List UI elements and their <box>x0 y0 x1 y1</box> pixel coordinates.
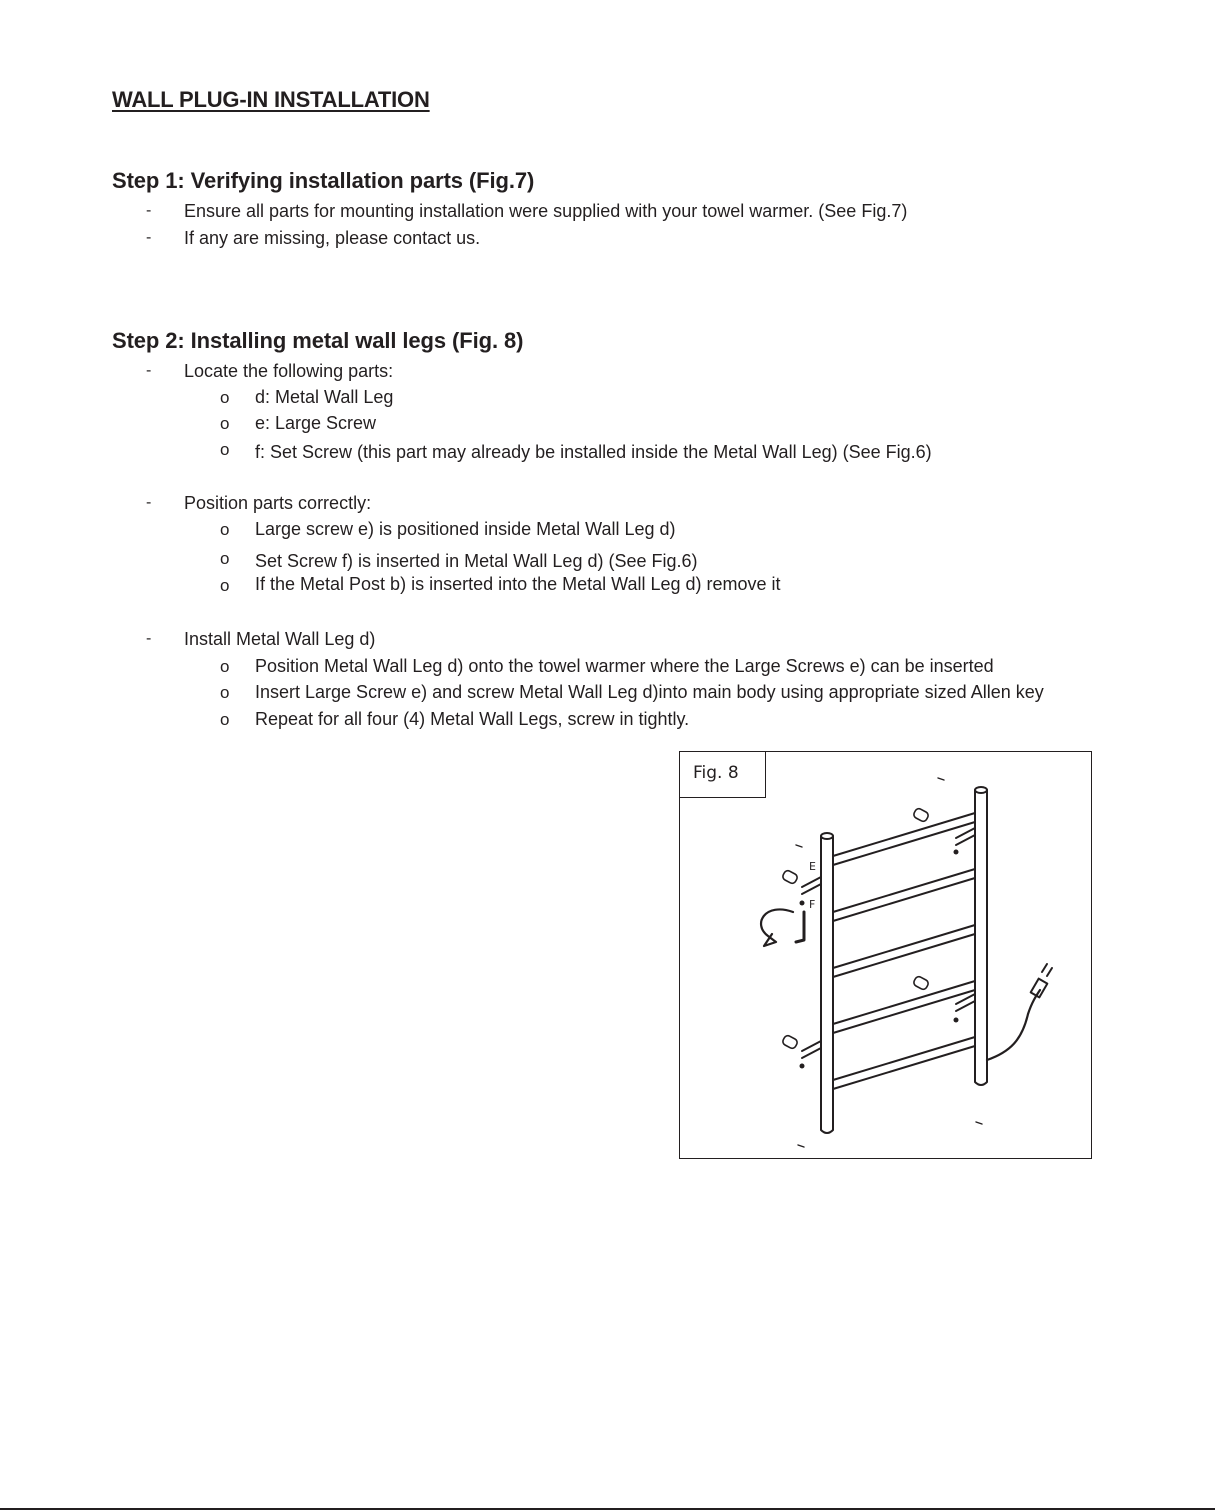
step-2-subitem: If the Metal Post b) is inserted into the Metal Wall Leg d) remove it <box>255 574 781 594</box>
dash-marker: - <box>146 362 152 379</box>
set-screw <box>800 850 959 1069</box>
step-2-subitem: e: Large Screw <box>255 413 377 433</box>
sub-bullet-marker: o <box>220 549 230 568</box>
power-plug <box>1031 979 1048 998</box>
rotation-arrow-icon <box>761 909 793 946</box>
step-1-item: If any are missing, please contact us. <box>184 228 481 248</box>
step-2-lead: Locate the following parts: <box>184 361 394 381</box>
right-post-cap <box>975 787 987 793</box>
sub-bullet-marker: o <box>220 576 230 595</box>
plug-prongs <box>1042 964 1052 976</box>
page-bottom-rule <box>0 1508 1215 1510</box>
step-2-subitem: f: Set Screw (this part may already be installed inside the Metal Wall Leg) (See Fig.6) <box>255 442 932 462</box>
allen-key <box>796 912 804 942</box>
sub-bullet-marker: o <box>220 657 230 676</box>
sub-bullet-marker: o <box>220 414 230 433</box>
step-2-subitem: Set Screw f) is inserted in Metal Wall Leg d) (See Fig.6) <box>255 551 698 571</box>
towel-warmer-illustration <box>680 752 1091 1158</box>
step-2-subitem: Large screw e) is positioned inside Metal Wall Leg d) <box>255 519 676 539</box>
rungs <box>833 813 975 1089</box>
sub-bullet-marker: o <box>220 440 230 459</box>
step-2-subitem: Repeat for all four (4) Metal Wall Legs, screw in tightly. <box>255 709 690 729</box>
dash-marker: - <box>146 630 152 647</box>
step-1-heading: Step 1: Verifying installation parts (Fig.7) <box>112 168 535 193</box>
wall-leg <box>956 828 975 845</box>
wall-leg <box>802 1041 821 1058</box>
part-label-f: F <box>809 898 816 911</box>
step-2-subitem: d: Metal Wall Leg <box>255 387 394 407</box>
sub-bullet-marker: o <box>220 388 230 407</box>
step-2-lead: Position parts correctly: <box>184 493 372 513</box>
figure-8 <box>679 751 1092 1159</box>
power-cord <box>987 990 1040 1060</box>
wall-leg <box>956 994 975 1011</box>
step-2-subitem: Insert Large Screw e) and screw Metal Wall Leg d)into main body using appropriate sized Allen key <box>255 682 1044 702</box>
dash-marker: - <box>146 229 152 246</box>
sub-bullet-marker: o <box>220 520 230 539</box>
step-2-heading: Step 2: Installing metal wall legs (Fig. 8) <box>112 328 524 353</box>
left-post <box>821 836 833 1133</box>
sub-bullet-marker: o <box>220 710 230 729</box>
step-2-subitem: Position Metal Wall Leg d) onto the towel warmer where the Large Screws e) can be inserted <box>255 656 994 676</box>
sub-bullet-marker: o <box>220 683 230 702</box>
step-1-item: Ensure all parts for mounting installation were supplied with your towel warmer. (See Fig.7) <box>184 201 908 221</box>
figure-label: Fig. 8 <box>680 752 766 798</box>
part-label-e: E <box>809 860 816 873</box>
step-2-lead: Install Metal Wall Leg d) <box>184 629 376 649</box>
dash-marker: - <box>146 494 152 511</box>
left-post-cap <box>821 833 833 839</box>
dash-marker: - <box>146 202 152 219</box>
page-title: WALL PLUG-IN INSTALLATION <box>112 87 430 112</box>
wall-leg <box>802 877 821 894</box>
right-post <box>975 790 987 1085</box>
